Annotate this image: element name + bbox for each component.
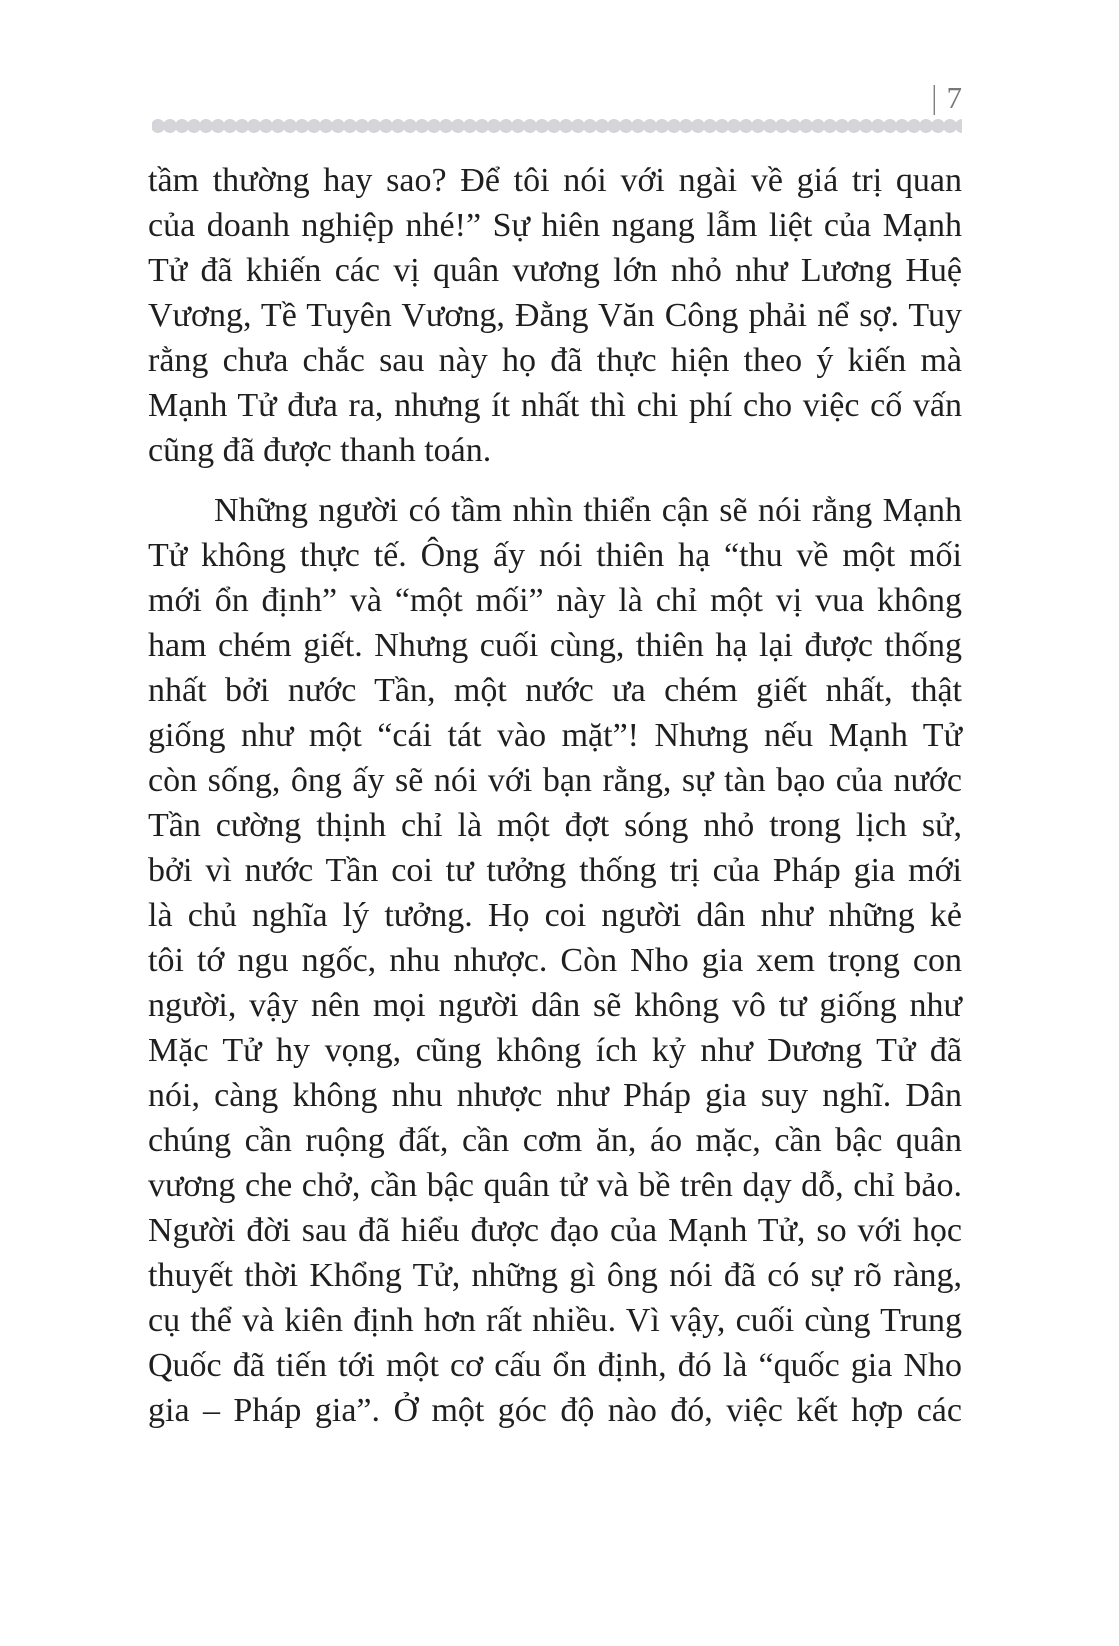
text-line: thuyết thời Khổng Tử, những gì ông nói đã có sự rõ ràng, <box>148 1257 962 1294</box>
text-line: gia – Pháp gia”. Ở một góc độ nào đó, việc kết hợp các <box>148 1392 962 1429</box>
text-line: nói, càng không nhu nhược như Pháp gia suy nghĩ. Dân <box>148 1077 962 1114</box>
text-line: Mạnh Tử đưa ra, nhưng ít nhất thì chi phí cho việc cố vấn <box>148 387 962 424</box>
text-line: Những người có tầm nhìn thiển cận sẽ nói rằng Mạnh <box>214 492 962 529</box>
text-line: của doanh nghiệp nhé!” Sự hiên ngang lẫm liệt của Mạnh <box>148 207 962 244</box>
text-line: rằng chưa chắc sau này họ đã thực hiện theo ý kiến mà <box>148 342 962 379</box>
text-line: Tử không thực tế. Ông ấy nói thiên hạ “thu về một mối <box>148 537 962 574</box>
paragraph <box>148 488 962 1433</box>
page-body <box>148 158 962 1433</box>
text-line: tầm thường hay sao? Để tôi nói với ngài về giá trị quan <box>148 162 962 199</box>
text-line: cụ thể và kiên định hơn rất nhiều. Vì vậy, cuối cùng Trung <box>148 1302 962 1339</box>
text-line: mới ổn định” và “một mối” này là chỉ một vị vua không <box>148 582 962 619</box>
text-line: còn sống, ông ấy sẽ nói với bạn rằng, sự tàn bạo của nước <box>148 762 962 799</box>
text-line: chúng cần ruộng đất, cần cơm ăn, áo mặc, cần bậc quân <box>148 1122 962 1159</box>
text-line: nhất bởi nước Tần, một nước ưa chém giết nhất, thật <box>148 672 962 709</box>
text-line: tôi tớ ngu ngốc, nhu nhược. Còn Nho gia xem trọng con <box>148 942 962 979</box>
text-line: ham chém giết. Nhưng cuối cùng, thiên hạ lại được thống <box>148 627 962 664</box>
text-line: Tử đã khiến các vị quân vương lớn nhỏ như Lương Huệ <box>148 252 962 289</box>
text-line: Vương, Tề Tuyên Vương, Đằng Văn Công phải nể sợ. Tuy <box>148 297 962 334</box>
text-line: bởi vì nước Tần coi tư tưởng thống trị của Pháp gia mới <box>148 852 962 889</box>
text-line: Mặc Tử hy vọng, cũng không ích kỷ như Dương Tử đã <box>148 1032 962 1069</box>
text-line: Quốc đã tiến tới một cơ cấu ổn định, đó là “quốc gia Nho <box>148 1347 962 1384</box>
page-number <box>931 80 962 116</box>
text-line: Tần cường thịnh chỉ là một đợt sóng nhỏ trong lịch sử, <box>148 807 962 844</box>
paragraph <box>148 158 962 473</box>
page-number-separator: | <box>931 80 937 116</box>
page-number-value: 7 <box>946 80 962 115</box>
text-line: người, vậy nên mọi người dân sẽ không vô tư giống như <box>148 987 962 1024</box>
text-line: giống như một “cái tát vào mặt”! Nhưng nếu Mạnh Tử <box>148 717 962 754</box>
text-line: vương che chở, cần bậc quân tử và bề trên dạy dỗ, chỉ bảo. <box>148 1167 962 1204</box>
text-line: là chủ nghĩa lý tưởng. Họ coi người dân như những kẻ <box>148 897 962 934</box>
text-line: Người đời sau đã hiểu được đạo của Mạnh Tử, so với học <box>148 1212 962 1249</box>
text-line: cũng đã được thanh toán. <box>148 432 492 469</box>
decorative-divider <box>152 119 962 133</box>
